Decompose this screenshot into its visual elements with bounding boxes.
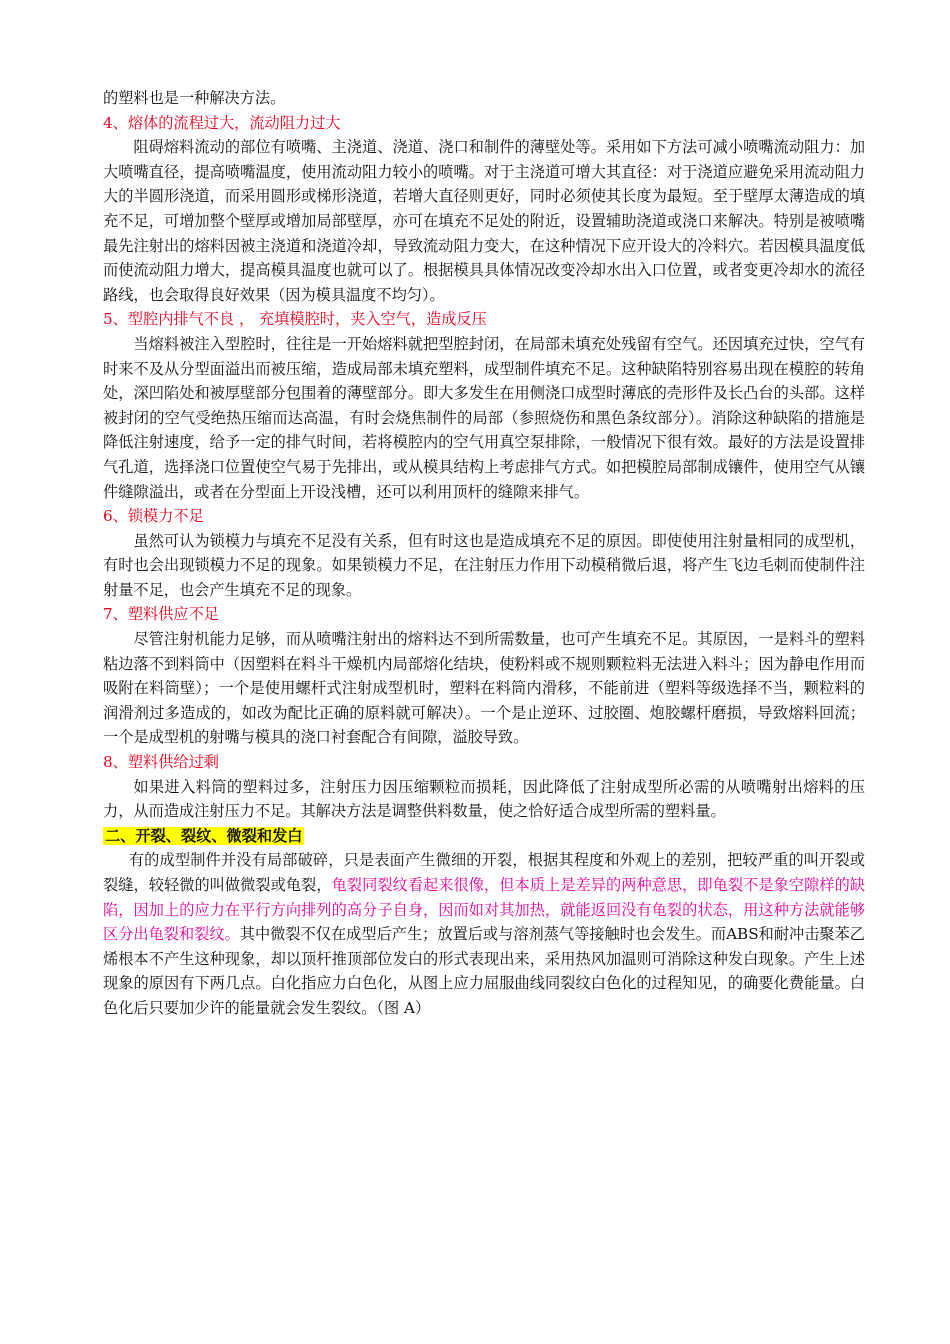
paragraph-9-part-c: 其中微裂不仅在成型后产生；放置后或与溶剂蒸气等接触时也会发生。而ABS和耐冲击聚苯乙烯根本不产生这种现象，却以顶杆推顶部位发白的形式表现出来，采用热风加温则可消除这种发白现象。产生上述现象的原因有下两几点。白化指应力白色化，从图上应力屈服曲线同裂纹白色化的过程知见，的确要化费能量。白色化后只要加少许的能量就会发生裂纹。（图 A） [103,925,865,1017]
paragraph-9 [103,848,865,1020]
paragraph-9-part-a: 有的成型制件并没有局部破碎，只是表面产生微细的开裂，根据其程度和外观上的差别，把较严重的叫开裂或裂缝，较轻微的叫做微裂或龟裂， [103,851,865,894]
heading-8: 8、塑料供给过剩 [103,753,219,772]
heading-5: 5、型腔内排气不良 ， 充填模腔时，夹入空气，造成反压 [103,310,487,329]
heading-6: 6、锁模力不足 [103,507,204,526]
heading-4: 4、熔体的流程过大，流动阻力过大 [103,113,341,132]
paragraph-9-highlight: 龟裂同裂纹看起来很像，但本质上是差异的两种意思，即龟裂不是象空隙样的缺陷，因加上的应力在平行方向排列的高分子自身，因而如对其加热，就能返回没有龟裂的状态，用这种方法就能够区分出龟裂和裂纹。 [103,876,866,944]
paragraph-intro-tail: 的塑料也是一种解决方法。 [103,89,286,107]
paragraph-8: 如果进入料筒的塑料过多，注射压力因压缩颗粒而损耗，因此降低了注射成型所必需的从喷嘴射出熔料的压力，从而造成注射压力不足。其解决方法是调整供料数量，使之恰好适合成型所需的塑料量。 [103,777,865,821]
document-page [103,86,865,1021]
heading-7: 7、塑料供应不足 [103,605,219,624]
paragraph-5: 当熔料被注入型腔时，往往是一开始熔料就把型腔封闭，在局部未填充处残留有空气。还因填充过快，空气有时来不及从分型面溢出而被压缩，造成局部未填充塑料，成型制件填充不足。这种缺陷特别容易出现在模腔的转角处，深凹陷处和被厚壁部分包围着的薄壁部分。即大多发生在用侧浇口成型时薄底的壳形件及长凸台的头部。这样被封闭的空气受绝热压缩而达高温，有时会烧焦制件的局部（参照烧伤和黑色条纹部分）。消除这种缺陷的措施是降低注射速度，给予一定的排气时间，若将模腔内的空气用真空泵排除，一般情况下很有效。最好的方法是设置排气孔道，选择浇口位置使空气易于先排出，或从模具结构上考虑排气方式。如把模腔局部制成镶件，使用空气从镶件缝隙溢出，或者在分型面上开设浅槽，还可以利用顶杆的缝隙来排气。 [103,334,865,501]
section-heading-2 [103,824,865,849]
paragraph-6: 虽然可认为锁模力与填充不足没有关系，但有时这也是造成填充不足的原因。即使使用注射量相同的成型机，有时也会出现锁模力不足的现象。如果锁模力不足，在注射压力作用下动模稍微后退，将产生飞边毛刺而使制件注射量不足，也会产生填充不足的现象。 [103,531,865,599]
paragraph-7: 尽管注射机能力足够，而从喷嘴注射出的熔料达不到所需数量，也可产生填充不足。其原因，一是料斗的塑料粘边落不到料筒中（因塑料在料斗干燥机内局部熔化结块，使粉料或不规则颗粒料无法进入料斗；因为静电作用而吸附在料筒壁）；一个是使用螺杆式注射成型机时，塑料在料筒内滑移，不能前进（塑料等级选择不当，颗粒料的润滑剂过多造成的，如改为配比正确的原料就可解决）。一个是止逆环、过胶圈、炮胶螺杆磨损，导致熔料回流；一个是成型机的射嘴与模具的浇口衬套配合有间隙，溢胶导致。 [103,630,865,747]
section-heading-text: 二、开裂、裂纹、微裂和发白 [105,826,303,845]
paragraph-4: 阻碍熔料流动的部位有喷嘴、主浇道、浇道、浇口和制件的薄壁处等。采用如下方法可减小喷嘴流动阻力：加大喷嘴直径，提高喷嘴温度，使用流动阻力较小的喷嘴。对于主浇道可增大其直径：对于浇道应避免采用流动阻力大的半圆形浇道，而采用圆形或梯形浇道，若增大直径则更好，同时必须使其长度为最短。至于壁厚太薄造成的填充不足，可增加整个壁厚或增加局部壁厚，亦可在填充不足处的附近，设置辅助浇道或浇口来解决。特别是被喷嘴最先注射出的熔料因被主浇道和浇道冷却，导致流动阻力变大，在这种情况下应开设大的冷料穴。若因模具温度低而使流动阻力增大，提高模具温度也就可以了。根据模具具体情况改变冷却水出入口位置，或者变更冷却水的流径路线，也会取得良好效果（因为模具温度不均匀）。 [103,138,865,304]
